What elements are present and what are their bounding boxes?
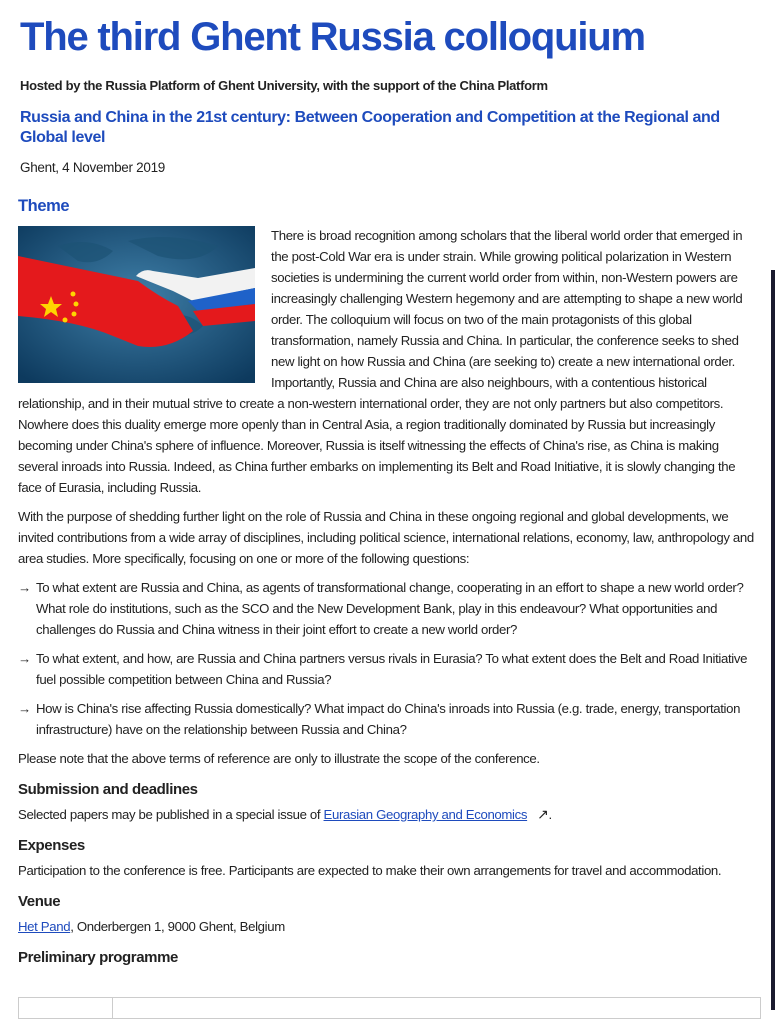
expenses-text: Participation to the conference is free. Participants are expected to make their own arrangements for travel and accommodation.: [18, 863, 722, 878]
questions-list: [18, 577, 760, 740]
arrow-right-icon: →: [18, 580, 31, 595]
theme-paragraph: With the purpose of shedding further light on the role of Russia and China in these ongoing regional and global developments, we invited contributions from a wide array of disciplines, including political science, international relations, economy, law, anthropology and area studies. More specifically, focusing on one or more of the following questions:: [18, 509, 754, 566]
host-line: Hosted by the Russia Platform of Ghent University, with the support of the China Platform: [20, 78, 548, 93]
list-item: → How is China's rise affecting Russia domestically? What impact do China's inroads into Russia (e.g. trade, energy, transportation infrastructure) have on the relationship between Russia and China?: [18, 698, 760, 740]
list-item: → To what extent are Russia and China, as agents of transformational change, cooperating in an effort to shape a new world order? What role do institutions, such as the SCO and the New Development Bank, play in this endeavour? What opportunities and challenges do Russia and China witness in their joint effort to create a new world order?: [18, 577, 760, 640]
venue-heading: Venue: [18, 893, 61, 910]
event-date: Ghent, 4 November 2019: [20, 160, 165, 175]
russia-china-handshake-image: [18, 226, 255, 383]
venue-text: Het Pand, Onderbergen 1, 9000 Ghent, Belgium: [18, 919, 285, 934]
list-item: → To what extent, and how, are Russia and China partners versus rivals in Eurasia? To what extent does the Belt and Road Initiative fuel possible competition between China and Russia?: [18, 648, 760, 690]
expenses-heading: Expenses: [18, 837, 85, 854]
page-content: [18, 0, 760, 972]
arrow-right-icon: →: [18, 701, 31, 716]
theme-paragraph: There is broad recognition among scholars that the liberal world order that emerged in the post-Cold War era is under strain. While growing political polarization in Western societies is undermining the current world order from within, non-Western powers are increasingly challenging Western hegemony and are attempting to shape a new world order. The colloquium will focus on two of the main protagonists of this global transformation, namely Russia and China. In particular, the conference seeks to shed new light on how Russia and China (are seeking to) create a new international order. Importantly, Russia and China are also neighbours, with a contentious historical relationship, and in their mutual strive to create a non-western international order, they are not only partners but also competitors. Nowhere does this duality emerge more openly than in Central Asia, a region traditionally dominated by Russia but increasingly becoming under China's sphere of influence. Moreover, Russia is itself witnessing the effects of China's rise, as China is making several inroads into Russia. Indeed, as China further embarks on implementing its Belt and Road Initiative, it is slowly changing the face of Eurasia, including Russia.: [18, 228, 743, 495]
submission-text: Selected papers may be published in a special issue of Eurasian Geography and Economics ↗︎.: [18, 804, 760, 825]
theme-heading: Theme: [18, 197, 70, 215]
arrow-right-icon: →: [18, 651, 31, 666]
subtitle: Russia and China in the 21st century: Between Cooperation and Competition at the Regional and Global level: [20, 109, 720, 146]
page-title: The third Ghent Russia colloquium: [20, 15, 645, 59]
external-link-icon[interactable]: ↗︎: [537, 806, 549, 822]
table-column-divider: [112, 998, 113, 1018]
submission-heading: Submission and deadlines: [18, 781, 198, 798]
venue-link[interactable]: Het Pand: [18, 919, 71, 934]
scrollbar[interactable]: [771, 270, 775, 1010]
scope-note: Please note that the above terms of reference are only to illustrate the scope of the conference.: [18, 751, 540, 766]
programme-heading: Preliminary programme: [18, 949, 178, 966]
journal-link[interactable]: Eurasian Geography and Economics: [323, 807, 528, 822]
programme-table: [18, 997, 761, 1019]
